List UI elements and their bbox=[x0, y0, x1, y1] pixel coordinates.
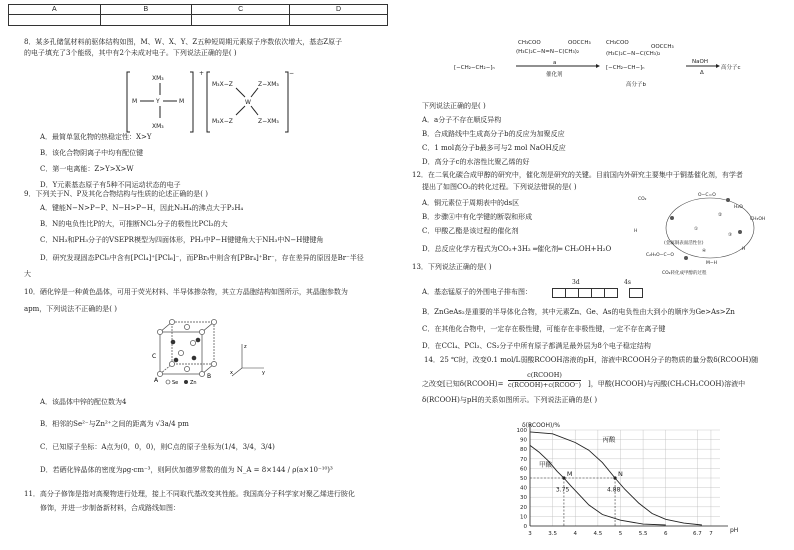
q13-stem: 13．下列说法正确的是( ) bbox=[412, 263, 492, 271]
q11-option-d: D．高分子c的水溶性比聚乙烯的好 bbox=[422, 158, 530, 166]
svg-text:y: y bbox=[262, 370, 265, 376]
answer-cell: A bbox=[9, 5, 101, 15]
q11-option-b: B．合成路线中生成高分子b的反应为加聚反应 bbox=[422, 130, 565, 138]
svg-text:M₃X−Z: M₃X−Z bbox=[212, 81, 233, 88]
q11-acetoxy-left: CH₃COO bbox=[518, 40, 541, 46]
svg-text:(H₃C)₂C−N=N−C(CH₃)₂: (H₃C)₂C−N=N−C(CH₃)₂ bbox=[516, 49, 580, 55]
x-axis-label: pH bbox=[730, 527, 739, 534]
q12-catalytic-cycle-diagram bbox=[632, 186, 782, 276]
point-label-N: N bbox=[618, 470, 623, 478]
svg-text:C₂H₅O−C−O: C₂H₅O−C−O bbox=[646, 253, 674, 258]
q10-legend-zn: Zn bbox=[190, 380, 197, 386]
q11-option-a: A．a分子不存在顺反异构 bbox=[422, 116, 502, 124]
svg-text:z: z bbox=[244, 344, 247, 350]
q11-stem-line1: 11．高分子修饰是指对高聚物进行处理，接上不同取代基改变其性能。我国高分子科学家对聚乙烯进行胺化 bbox=[24, 490, 355, 498]
q8-structure-diagram bbox=[118, 66, 293, 138]
q10-option-a: A．该晶体中锌的配位数为4 bbox=[40, 398, 127, 406]
q12-diagram-caption: CO₂转化成甲醇的过程 bbox=[662, 271, 707, 276]
answer-blank[interactable] bbox=[9, 15, 101, 25]
svg-text:④: ④ bbox=[702, 249, 707, 254]
svg-text:O−C=O: O−C=O bbox=[698, 193, 716, 198]
q8-option-a: A．最简单氢化物的热稳定性：X>Y bbox=[40, 133, 152, 141]
answer-blank[interactable] bbox=[192, 15, 290, 25]
q8-option-b: B．该化合物阴离子中均有配位键 bbox=[40, 149, 144, 157]
answer-cell: D bbox=[290, 5, 388, 15]
x-tick-label: 7 bbox=[709, 531, 713, 537]
svg-text:Z−XM₃: Z−XM₃ bbox=[258, 118, 279, 125]
q14-stem-line3: δ(RCOOH)与pH的关系如图所示。下列说法正确的是( ) bbox=[422, 396, 598, 404]
q14-chart bbox=[494, 420, 739, 548]
q10-option-d: D．若硒化锌晶体的密度为ρg·cm⁻³，则阿伏加德罗常数的值为 N_A = 8×144 / ρ(a×10⁻¹⁰)³ bbox=[40, 466, 333, 474]
q12-stem-line1: 12．在二氧化碳合成甲醇的研究中，催化剂是研究的关键。目前国内外研究主要集中于铜基催化剂，有学者 bbox=[412, 171, 743, 179]
answer-cell: B bbox=[100, 5, 192, 15]
annotation-4-88: 4.88 bbox=[607, 486, 621, 494]
q10-stem-line1: 10．硒化锌是一种黄色晶体，可用于荧光材料、半导体掺杂物，其立方晶胞结构如图所示，其晶胞参数为 bbox=[24, 288, 348, 296]
q14-stem-line1: 14．25 ℃时，改变0.1 mol/L弱酸RCOOH溶液的pH，溶液中RCOOH分子的物质的量分数δ(RCOOH)随 bbox=[424, 356, 759, 364]
svg-text:M−H: M−H bbox=[706, 261, 718, 266]
q10-crystal-cell-diagram bbox=[152, 318, 272, 386]
series-label-formic: 甲酸 bbox=[539, 460, 553, 469]
q9-option-a: A．键能N−N>P−P、N−H>P−H，因此N₂H₄的沸点大于P₂H₄ bbox=[40, 204, 244, 212]
svg-text:XM₃: XM₃ bbox=[152, 123, 164, 130]
q9-option-b: B．N的电负性比P的大，可推断NCl₃分子的极性比PCl₃的大 bbox=[40, 220, 228, 228]
q12-option-d: D．总反应化学方程式为CO₂+3H₂ ═催化剂═ CH₃OH+H₂O bbox=[422, 245, 612, 253]
q11-occh3-right: OOCCH₃ bbox=[651, 44, 674, 50]
q14-fraction-numerator: c(RCOOH) bbox=[508, 371, 581, 381]
svg-text:③: ③ bbox=[728, 233, 733, 238]
svg-text:(H₃C)₂C−N−C(CH₃)₂: (H₃C)₂C−N−C(CH₃)₂ bbox=[606, 51, 661, 57]
q8-option-c: C．第一电离能：Z>Y>X>W bbox=[40, 165, 134, 173]
x-tick-label: 4 bbox=[573, 531, 577, 537]
svg-text:M₃X−Z: M₃X−Z bbox=[212, 118, 233, 125]
answer-blank[interactable] bbox=[100, 15, 192, 25]
q14-fraction bbox=[508, 371, 581, 390]
y-tick-label: 30 bbox=[520, 495, 527, 502]
q14-stem-line2b: ]，甲酸(HCOOH)与丙酸(CH₃CH₂COOH)溶液中 bbox=[588, 380, 746, 388]
q9-option-c: C．NH₃和PH₃分子的VSEPR模型为四面体形，PH₃中P−H键键角大于NH₃中N−H键键角 bbox=[40, 236, 324, 244]
q12-option-c: C．甲酸乙酯是该过程的催化剂 bbox=[422, 227, 519, 235]
q11-naoh: NaOH bbox=[692, 59, 708, 65]
x-tick-label: 5 bbox=[618, 531, 623, 537]
svg-text:H: H bbox=[742, 247, 746, 252]
svg-text:[−CH₂−CH−]ₙ: [−CH₂−CH−]ₙ bbox=[606, 65, 645, 71]
svg-text:H₂O: H₂O bbox=[734, 205, 743, 210]
answer-blank[interactable] bbox=[290, 15, 388, 25]
series-label-propanoic: 丙酸 bbox=[602, 435, 616, 444]
svg-text:M: M bbox=[132, 98, 138, 105]
svg-text:H: H bbox=[634, 229, 638, 234]
q8-stem-line2: 的电子填充了3个能级，其中有2个未成对电子。下列说法正确的是( ) bbox=[24, 49, 237, 57]
q8-stem-line1: 8．某多孔储氢材料前驱体结构如图，M、W、X、Y、Z五种短周期元素原子序数依次增大，基态Z原子 bbox=[24, 38, 343, 46]
q9-option-d-cont: 大 bbox=[24, 270, 31, 278]
annotation-3-75: 3.75 bbox=[555, 486, 570, 494]
q11-occh3-left: OOCCH₃ bbox=[568, 40, 591, 46]
svg-text:M: M bbox=[179, 98, 185, 105]
answer-cell: C bbox=[192, 5, 290, 15]
q11-catalyst: 催化剂 bbox=[546, 72, 563, 78]
svg-text:(金属铜表面活性位): (金属铜表面活性位) bbox=[664, 241, 704, 246]
q13-option-d: D．在CCl₄、PCl₃、CS₂分子中所有原子都满足最外层为8个电子稳定结构 bbox=[422, 342, 651, 350]
q11-synthesis-scheme bbox=[446, 38, 746, 92]
x-tick-label: 6 bbox=[663, 531, 668, 537]
q13-label-3d: 3d bbox=[572, 279, 580, 286]
svg-text:+: + bbox=[199, 70, 205, 77]
q9-option-d: D．研究发现固态PCl₅中含有[PCl₄]⁺[PCl₆]⁻，而PBr₅中则含有[PBr₄]⁺Br⁻，存在差异的原因是Br⁻半径 bbox=[40, 254, 364, 262]
q13-option-a: A．基态锰原子的外围电子排布图： bbox=[422, 288, 533, 296]
svg-text:②: ② bbox=[718, 213, 723, 218]
y-tick-label: 100 bbox=[516, 428, 527, 434]
q11-product-c: 高分子c bbox=[721, 65, 741, 71]
q11-stem-line2: 修饰，并进一步制备新材料，合成路线如图： bbox=[40, 504, 180, 512]
q10-option-b: B．相邻的Se²⁻与Zn²⁺之间的距离为 √3a/4 pm bbox=[40, 420, 189, 428]
q9-stem: 9．下列关于N、P及其化合物结构与性质的论述正确的是( ) bbox=[24, 190, 208, 198]
x-tick-label: 5.5 bbox=[638, 531, 648, 537]
q13-option-c: C．在其他化合物中，一定存在极性键，可能存在非极性键，一定不存在离子键 bbox=[422, 325, 666, 333]
q10-stem-line2: apm，下列说法不正确的是( ) bbox=[24, 305, 117, 313]
x-tick-label: 6.7 bbox=[693, 531, 702, 537]
svg-text:CO₂: CO₂ bbox=[638, 197, 647, 202]
svg-text:W: W bbox=[245, 99, 251, 106]
q10-label-c: C bbox=[152, 353, 157, 360]
q10-label-b: B bbox=[207, 373, 212, 380]
svg-text:−: − bbox=[289, 70, 295, 77]
q14-fraction-denominator: c(RCOOH)+c(RCOO⁻) bbox=[508, 380, 582, 389]
q12-option-b: B．步骤④中有化学键的断裂和形成 bbox=[422, 213, 533, 221]
q10-option-c: C．已知原子坐标：A点为(0，0，0)，则C点的原子坐标为(1/4，3/4，3/4) bbox=[40, 443, 275, 451]
point-label-M: M bbox=[566, 470, 573, 478]
q12-option-a: A．铜元素位于周期表中的ds区 bbox=[422, 199, 520, 207]
q11-stem-line3: 下列说法正确的是( ) bbox=[422, 102, 486, 110]
q12-stem-line2: 提出了如图CO₂的转化过程。下列说法错误的是( ) bbox=[422, 183, 577, 191]
x-tick-label: 4.5 bbox=[593, 531, 603, 537]
svg-text:Y: Y bbox=[156, 98, 160, 105]
q8-option-d: D．Y元素基态原子有5种不同运动状态的电子 bbox=[40, 181, 181, 189]
y-tick-label: 50 bbox=[520, 476, 527, 482]
q10-axes-icon bbox=[232, 344, 264, 376]
y-tick-label: 10 bbox=[520, 514, 527, 521]
q11-option-c: C．1 mol高分子b最多可与2 mol NaOH反应 bbox=[422, 144, 566, 152]
q14-stem-line2a: 之改变[已知δ(RCOOH)= bbox=[422, 380, 504, 388]
y-tick-label: 90 bbox=[520, 437, 527, 444]
svg-text:CH₃OH: CH₃OH bbox=[750, 217, 766, 222]
q11-heat: Δ bbox=[700, 70, 704, 76]
y-axis-label: δ(RCOOH)/% bbox=[522, 422, 561, 429]
answer-table bbox=[8, 4, 388, 26]
q10-legend-se: Se bbox=[172, 380, 179, 386]
q11-acetoxy-right: CH₃COO bbox=[606, 40, 629, 46]
svg-text:[−CH₂−CH₂−]ₙ: [−CH₂−CH₂−]ₙ bbox=[454, 65, 495, 71]
x-tick-label: 3.5 bbox=[548, 531, 557, 537]
q11-polymer-b: 高分子b bbox=[626, 82, 646, 88]
q10-label-a: A bbox=[154, 377, 159, 384]
q13-option-b: B．ZnGeAs₂是重要的半导体化合物，其中元素Zn、Ge、As的电负性由大到小的顺序为Ge>As>Zn bbox=[422, 308, 735, 316]
q11-reagent-a: a bbox=[553, 60, 557, 66]
svg-text:Z−XM₃: Z−XM₃ bbox=[258, 81, 279, 88]
q13-label-4s: 4s bbox=[624, 279, 631, 286]
y-tick-label: 0 bbox=[523, 524, 527, 530]
x-tick-label: 3 bbox=[528, 531, 532, 537]
svg-text:①: ① bbox=[694, 227, 699, 232]
y-tick-label: 70 bbox=[520, 456, 527, 463]
y-tick-label: 40 bbox=[520, 485, 527, 492]
svg-text:x: x bbox=[230, 370, 233, 376]
y-tick-label: 80 bbox=[520, 447, 527, 454]
y-tick-label: 20 bbox=[520, 504, 527, 511]
y-tick-label: 60 bbox=[520, 466, 527, 473]
svg-text:XM₃: XM₃ bbox=[152, 75, 164, 82]
